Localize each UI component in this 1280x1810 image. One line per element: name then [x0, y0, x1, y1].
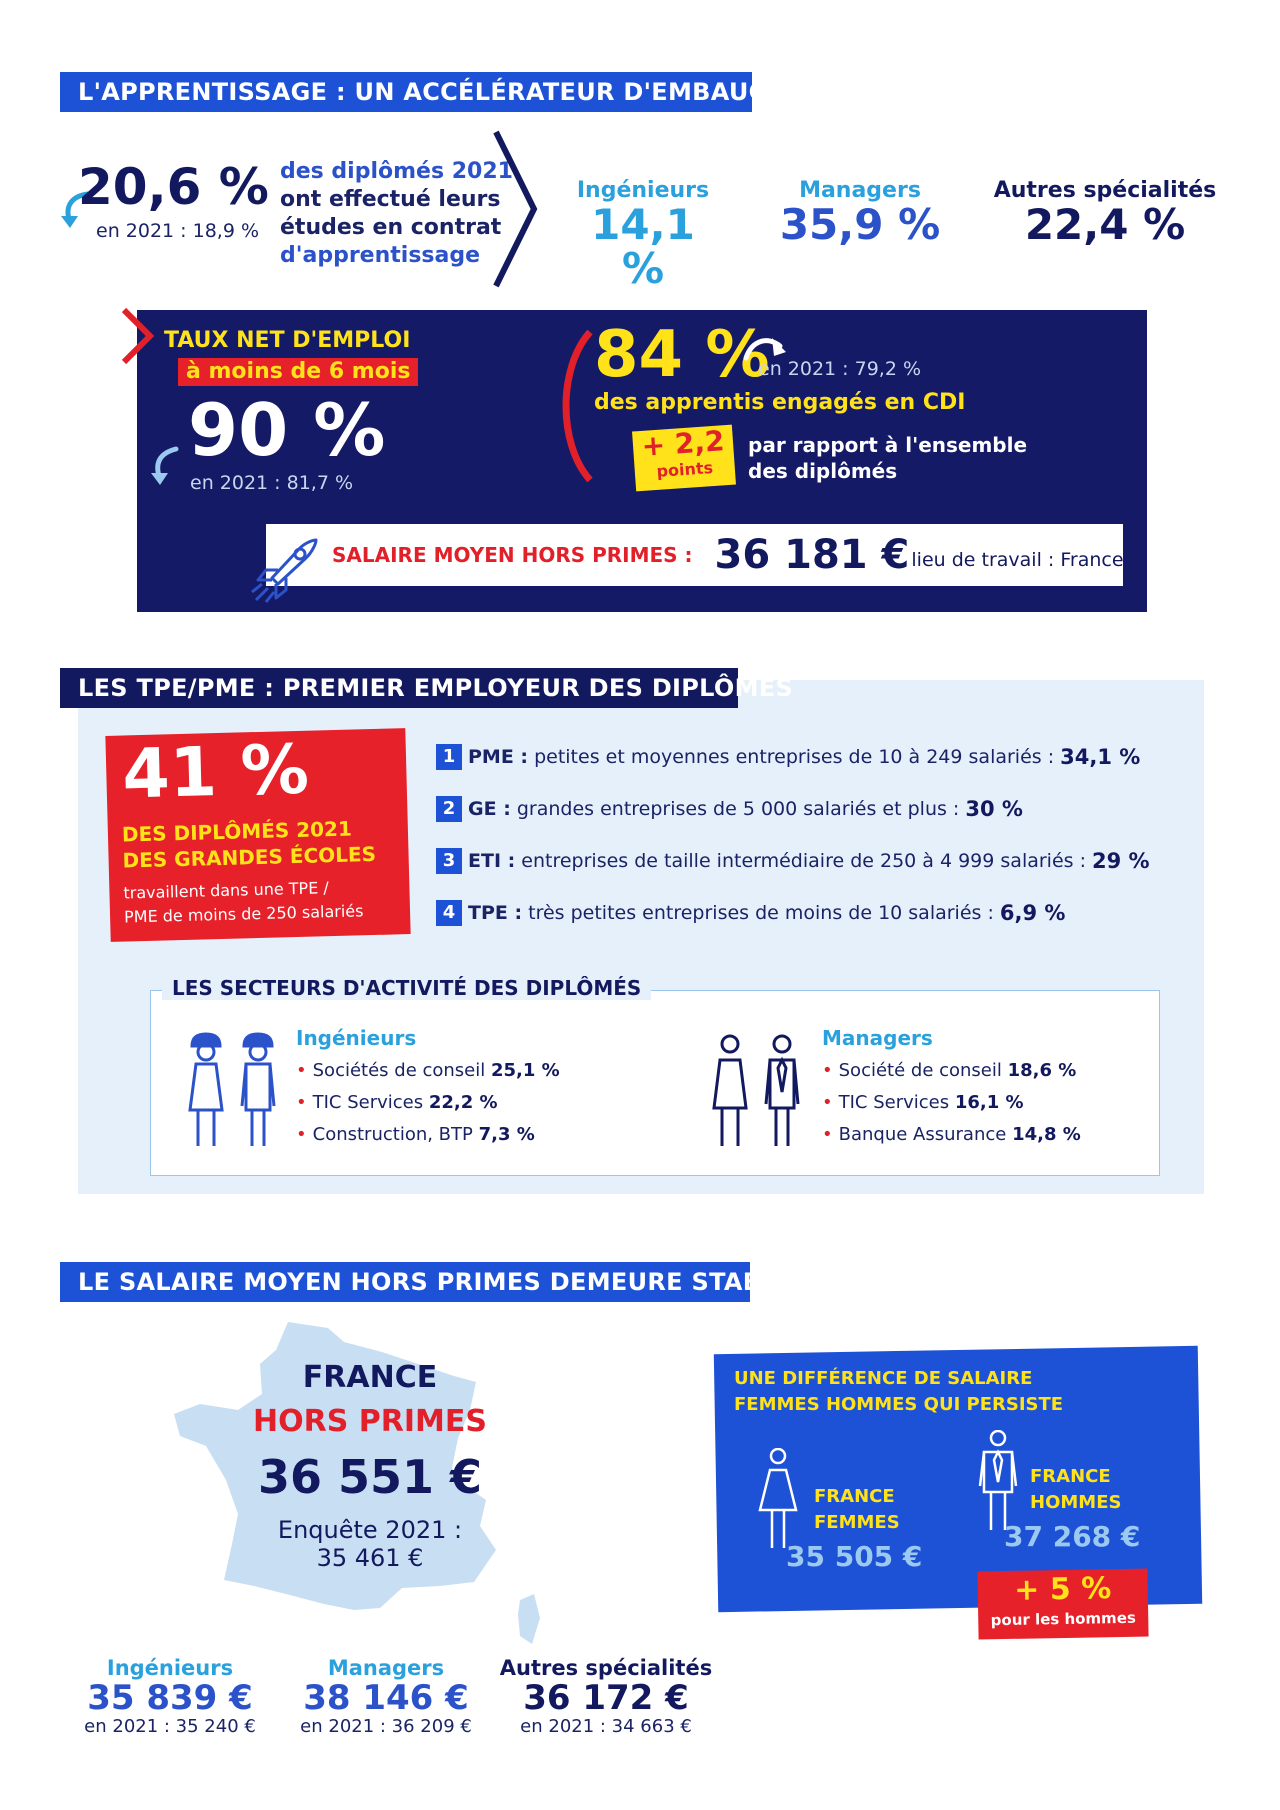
sector-label: Société de conseil — [838, 1060, 1002, 1081]
points-description-line: des diplômés — [748, 459, 898, 483]
category-managers — [775, 178, 945, 247]
men-label-line: HOMMES — [1030, 1492, 1122, 1513]
points-description-line: par rapport à l'ensemble — [748, 433, 1028, 457]
highlight-value: 41 % — [121, 730, 310, 815]
employment-tag: à moins de 6 mois — [178, 358, 418, 386]
parenthesis-red-icon — [550, 328, 594, 484]
employment-rate-previous: en 2021 : 81,7 % — [190, 472, 354, 494]
company-size-item — [436, 744, 1140, 770]
points-badge — [632, 425, 736, 492]
salary-stat-previous: en 2021 : 36 209 € — [300, 1716, 472, 1737]
employment-rate: 90 % — [188, 388, 386, 472]
company-value: 29 % — [1091, 849, 1150, 873]
curved-arrow-down-icon — [148, 445, 182, 487]
highlight-title-line: DES DIPLÔMÉS 2021 — [121, 816, 353, 847]
rank-badge: 3 — [436, 848, 462, 874]
gender-gap-title-line: UNE DIFFÉRENCE DE SALAIRE — [734, 1368, 1033, 1389]
sectors-box — [150, 990, 1160, 1176]
gender-diff-badge — [977, 1569, 1148, 1640]
company-text: petites et moyennes entreprises de 10 à 249 salariés : — [534, 746, 1055, 768]
highlight-text-line: PME de moins de 250 salariés — [123, 901, 364, 927]
company-abbr: PME : — [468, 746, 529, 768]
salary-stat-label: Autres spécialités — [499, 1656, 713, 1680]
salary-stat-label: Managers — [327, 1656, 445, 1680]
gender-gap-title — [734, 1366, 1063, 1418]
managers-sector-item: • Banque Assurance 14,8 % — [822, 1124, 1081, 1145]
salary-label: SALAIRE MOYEN HORS PRIMES : — [332, 543, 693, 567]
company-abbr: ETI : — [468, 850, 516, 872]
highlight-title — [122, 815, 377, 874]
company-size-item — [436, 796, 1023, 822]
sector-label: TIC Services — [312, 1092, 424, 1113]
managers-figures-icon — [706, 1034, 810, 1150]
section-header-salaire: LE SALAIRE MOYEN HORS PRIMES DEMEURE STABLE — [60, 1262, 750, 1302]
apprentissage-description — [280, 158, 513, 270]
map-subtitle: HORS PRIMES — [253, 1404, 487, 1439]
sector-value: 7,3 % — [478, 1124, 535, 1145]
sector-label: Banque Assurance — [838, 1124, 1007, 1145]
rank-badge: 2 — [436, 796, 462, 822]
sector-label: Construction, BTP — [312, 1124, 473, 1145]
category-other — [990, 178, 1220, 247]
category-engineers — [568, 178, 718, 291]
highlight-card — [105, 728, 410, 942]
chevron-right-icon — [490, 128, 540, 290]
category-value: 22,4 % — [1024, 200, 1186, 249]
sector-value: 25,1 % — [491, 1060, 560, 1081]
managers-sector-item: • TIC Services 16,1 % — [822, 1092, 1024, 1113]
salary-stat-value: 35 839 € — [87, 1678, 253, 1718]
company-value: 30 % — [965, 797, 1023, 821]
salary-stat-value: 38 146 € — [303, 1678, 469, 1718]
section-header-tpe-pme: LES TPE/PME : PREMIER EMPLOYEUR DES DIPLÔMÉS — [60, 668, 738, 708]
engineers-sector-item: • Sociétés de conseil 25,1 % — [296, 1060, 560, 1081]
description-line: d'apprentissage — [280, 243, 481, 268]
company-abbr: GE : — [468, 798, 511, 820]
sectors-title: LES SECTEURS D'ACTIVITÉ DES DIPLÔMÉS — [162, 976, 651, 1000]
salary-bar — [266, 524, 1123, 586]
engineers-sector-item: • TIC Services 22,2 % — [296, 1092, 498, 1113]
cdi-label: des apprentis engagés en CDI — [594, 390, 966, 415]
sector-value: 16,1 % — [954, 1092, 1024, 1113]
company-size-item — [436, 848, 1150, 874]
gender-gap-title-line: FEMMES HOMMES QUI PERSISTE — [734, 1394, 1064, 1415]
men-label — [1030, 1464, 1121, 1516]
description-line: des diplômés 2021 — [280, 159, 513, 184]
map-survey-value: 35 461 € — [316, 1544, 424, 1572]
women-label-line: FEMMES — [814, 1512, 900, 1533]
company-text: très petites entreprises de moins de 10 salariés : — [528, 902, 994, 924]
points-badge-value: + 2,2 — [640, 424, 726, 463]
sector-value: 14,8 % — [1012, 1124, 1081, 1145]
managers-sector-title: Managers — [822, 1026, 933, 1050]
women-salary: 35 505 € — [786, 1540, 923, 1573]
chevron-right-red-icon — [118, 306, 158, 366]
company-value: 34,1 % — [1060, 745, 1141, 769]
map-value: 36 551 € — [257, 1450, 483, 1504]
category-label: Ingénieurs — [576, 178, 710, 203]
highlight-text — [123, 875, 364, 929]
men-salary: 37 268 € — [1004, 1520, 1141, 1553]
sector-value: 18,6 % — [1007, 1060, 1077, 1081]
category-label: Autres spécialités — [993, 178, 1217, 203]
points-badge-unit: points — [655, 458, 714, 481]
salary-stat-previous: en 2021 : 35 240 € — [84, 1716, 256, 1737]
woman-icon — [756, 1448, 800, 1552]
company-text: entreprises de taille intermédiaire de 250 à 4 999 salariés : — [521, 850, 1086, 872]
man-icon — [976, 1430, 1020, 1534]
engineers-sector-item: • Construction, BTP 7,3 % — [296, 1124, 535, 1145]
salary-stat-previous: en 2021 : 34 663 € — [520, 1716, 692, 1737]
sector-label: Sociétés de conseil — [312, 1060, 486, 1081]
men-label-line: FRANCE — [1030, 1466, 1111, 1487]
company-abbr: TPE : — [468, 902, 523, 924]
category-value: 35,9 % — [779, 200, 941, 249]
highlight-title-line: DES GRANDES ÉCOLES — [122, 841, 377, 873]
gender-diff-label: pour les hommes — [990, 1608, 1136, 1630]
category-label: Managers — [799, 178, 921, 203]
points-description — [748, 432, 1027, 484]
cdi-rate: 84 % — [594, 318, 770, 392]
employment-title: TAUX NET D'EMPLOI — [164, 328, 411, 353]
women-label-line: FRANCE — [814, 1486, 895, 1507]
company-text: grandes entreprises de 5 000 salariés et plus : — [516, 798, 960, 820]
map-title: FRANCE — [302, 1360, 438, 1395]
sector-value: 22,2 % — [428, 1092, 498, 1113]
description-line: ont effectué leurs — [280, 187, 501, 212]
engineers-sector-title: Ingénieurs — [296, 1026, 417, 1050]
map-survey-label: Enquête 2021 : — [277, 1516, 463, 1544]
apprentissage-rate-previous: en 2021 : 18,9 % — [96, 220, 260, 242]
section-header-apprentissage: L'APPRENTISSAGE : UN ACCÉLÉRATEUR D'EMBAUCHE — [60, 72, 752, 112]
salary-stat-managers — [286, 1656, 486, 1737]
apprentissage-rate: 20,6 % — [78, 158, 269, 216]
managers-sector-item: • Société de conseil 18,6 % — [822, 1060, 1077, 1081]
category-value: 14,1 % — [591, 200, 695, 293]
women-label — [814, 1484, 900, 1536]
gender-diff-value: + 5 % — [1013, 1571, 1112, 1608]
company-value: 6,9 % — [999, 901, 1066, 925]
salary-value: 36 181 € — [714, 532, 910, 578]
engineers-figures-icon — [182, 1028, 286, 1150]
description-line: études en contrat — [280, 215, 502, 240]
salary-location: lieu de travail : France — [911, 549, 1124, 571]
company-size-item — [436, 900, 1065, 926]
rocket-icon — [250, 530, 324, 604]
salary-stat-value: 36 172 € — [523, 1678, 689, 1718]
rank-badge: 4 — [436, 900, 462, 926]
sector-label: TIC Services — [838, 1092, 950, 1113]
highlight-text-line: travaillent dans une TPE / — [123, 878, 330, 903]
salary-stat-label: Ingénieurs — [106, 1656, 234, 1680]
salary-stat-engineers — [70, 1656, 270, 1737]
cdi-rate-previous: en 2021 : 79,2 % — [758, 358, 922, 380]
rank-badge: 1 — [436, 744, 462, 770]
salary-stat-other — [496, 1656, 716, 1737]
